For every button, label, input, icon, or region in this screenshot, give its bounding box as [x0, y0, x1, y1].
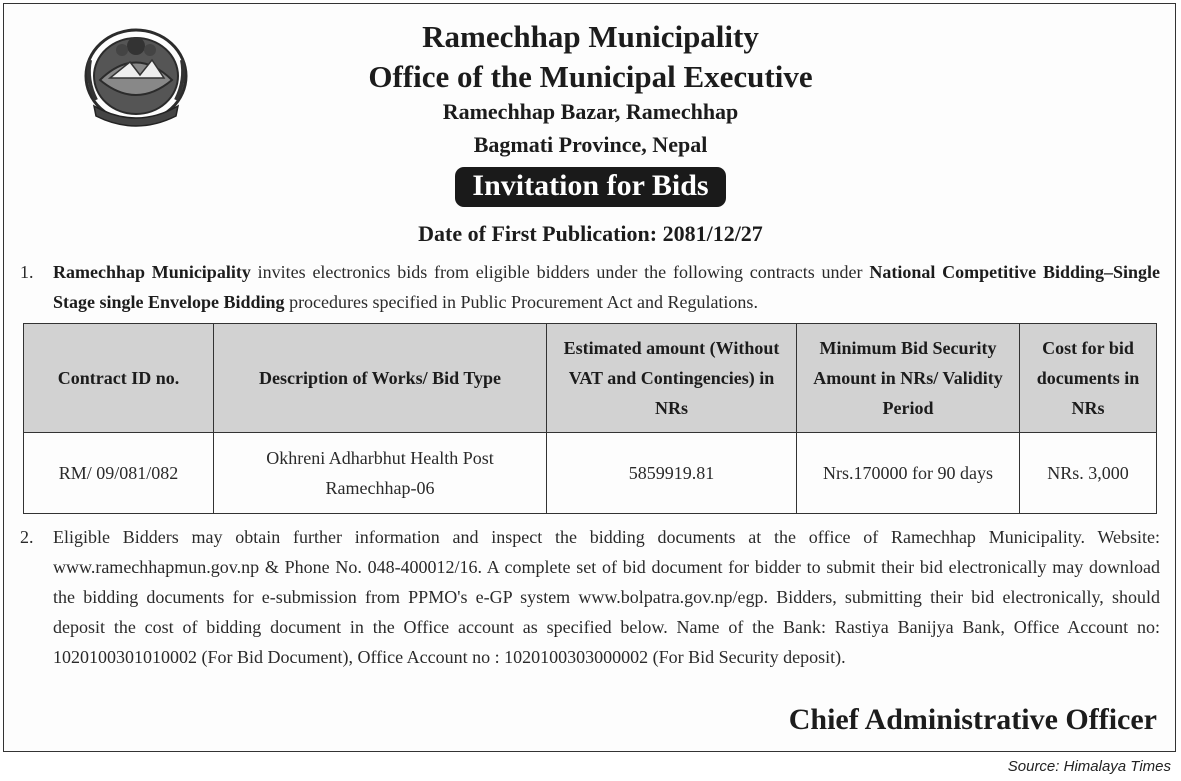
- bids-table: [23, 323, 1157, 514]
- column-header: Contract ID no.: [24, 324, 214, 433]
- municipality-name: Ramechhap Municipality: [422, 19, 759, 54]
- body-text: invites electronics bids from eligible bidders under the following contracts under: [250, 262, 870, 282]
- notice-title-wrap: [0, 167, 1181, 207]
- body-text: procedures specified in Public Procurement Act and Regulations.: [284, 292, 758, 312]
- source-credit: Source: Himalaya Times: [1007, 758, 1171, 775]
- paragraph-number: 1.: [20, 262, 34, 282]
- bid-security-cell: Nrs.170000 for 90 days: [797, 433, 1020, 514]
- document-cost-cell: NRs. 3,000: [1020, 433, 1157, 514]
- description-cell: Okhreni Adharbhut Health Post Ramechhap-06: [214, 433, 547, 514]
- column-header: Cost for bid documents in NRs: [1020, 324, 1157, 433]
- column-header: Minimum Bid Security Amount in NRs/ Validity Period: [797, 324, 1020, 433]
- office-name: Office of the Municipal Executive: [368, 59, 813, 94]
- bold-text: Ramechhap Municipality: [53, 262, 251, 282]
- bold-text: National Competitive Bidding–Single Stage single Envelope Bidding: [53, 262, 1161, 312]
- column-header: Description of Works/ Bid Type: [214, 324, 547, 433]
- column-header: Estimated amount (Without VAT and Contingencies) in NRs: [547, 324, 797, 433]
- publication-date: Date of First Publication: 2081/12/27: [418, 221, 763, 246]
- table-row: [24, 433, 1157, 514]
- paragraph-body: Eligible Bidders may obtain further information and inspect the bidding documents at the office of Ramechhap Municipality. Website: www.ramechhapmun.gov.np & Phone No. 048-400012/16. A complete set of bid document for bidder to submit their bid electronically may download the bidding documents for e-submission from PPMO's e-GP system www.bolpatra.gov.np/egp. Bidders, submitting their bid electronically, should deposit the cost of bidding document in the Office account as specified below. Name of the Bank: Rastiya Banijya Bank, Office Account no: 1020100301010002 (For Bid Document), Office Account no : 1020100303000002 (For Bid Security deposit).: [53, 527, 1160, 667]
- address-line-1: Ramechhap Bazar, Ramechhap: [442, 99, 739, 124]
- paragraph-2: [20, 522, 1160, 672]
- estimated-amount-cell: 5859919.81: [547, 433, 797, 514]
- notice-title: Invitation for Bids: [455, 167, 725, 207]
- paragraph-body: [53, 257, 1160, 317]
- signature-title: Chief Administrative Officer: [788, 703, 1157, 736]
- paragraph-number: 2.: [20, 527, 34, 547]
- paragraph-1: [20, 257, 1160, 317]
- table-header-row: [24, 324, 1157, 433]
- contract-id-cell: RM/ 09/081/082: [24, 433, 214, 514]
- address-line-2: Bagmati Province, Nepal: [473, 132, 708, 157]
